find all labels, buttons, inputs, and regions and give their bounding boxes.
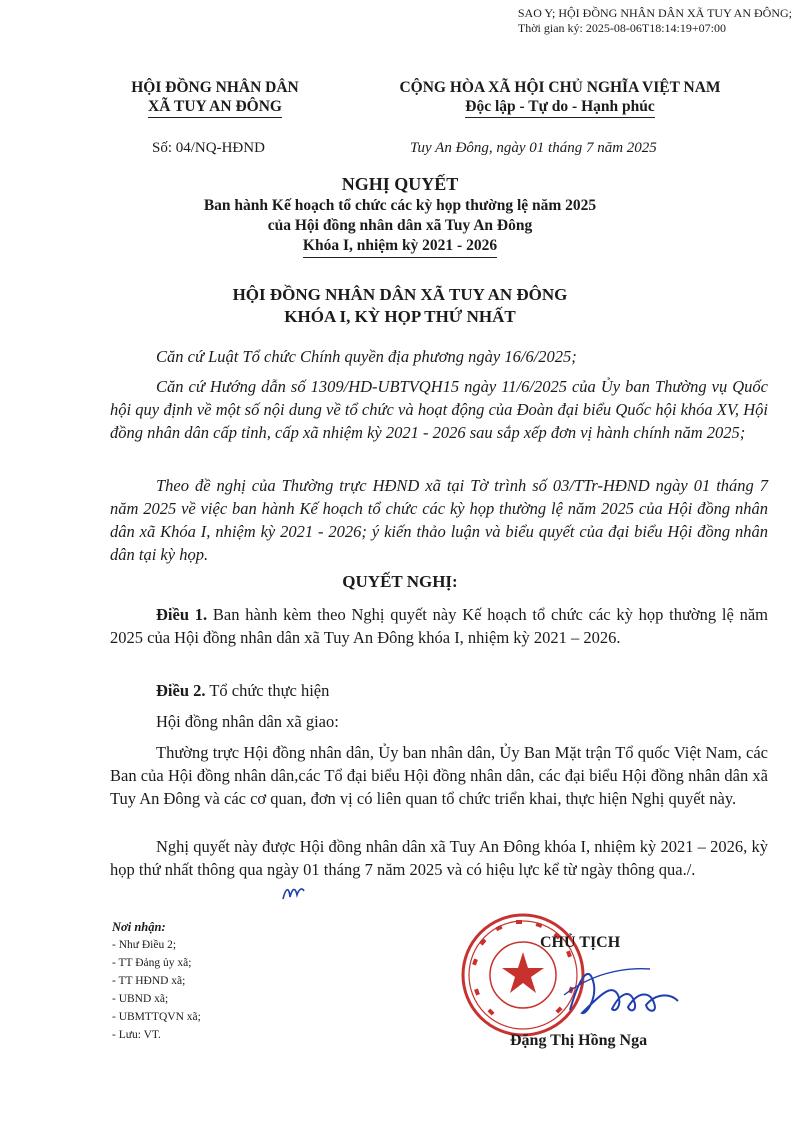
national-title: CỘNG HÒA XÃ HỘI CHỦ NGHĨA VIỆT NAM: [399, 79, 721, 96]
copy-signature-note: [518, 6, 792, 36]
document-title: [0, 172, 800, 258]
copy-note-line1: SAO Y; HỘI ĐỒNG NHÂN DÂN XÃ TUY AN ĐÔNG;: [517, 6, 792, 20]
recipient-item: - TT Đảng ủy xã;: [112, 957, 192, 969]
article-2-para3: Nghị quyết này được Hội đồng nhân dân xã Tuy An Đông khóa I, nhiệm kỳ 2021 – 2026, kỳ họp thứ nhất thông qua ngày 01 tháng 7 năm 2025 và có hiệu lực kể từ ngày thông qua./.: [110, 837, 768, 879]
recipient-item: - TT HĐND xã;: [112, 975, 186, 987]
agency-name-line1: HỘI ĐỒNG NHÂN DÂN: [131, 79, 299, 96]
initials-mark-icon: [280, 883, 306, 903]
agency-header: [110, 78, 320, 118]
signer-title: CHỦ TỊCH: [540, 934, 621, 951]
basis-2: Căn cứ Hướng dẫn số 1309/HD-UBTVQH15 ngày 11/6/2025 của Ủy ban Thường vụ Quốc hội quy định về một số nội dung về tổ chức và hoạt động của Đoàn đại biểu Quốc hội khóa XV, Hội đồng nhân dân cấp tỉnh, cấp xã nhiệm kỳ 2021 - 2026 sau sắp xếp đơn vị hành chính năm 2025;: [110, 377, 768, 442]
document-number: Số: 04/NQ-HĐND: [152, 140, 265, 156]
copy-note-line2: Thời gian ký: 2025-08-06T18:14:19+07:00: [517, 21, 726, 35]
issuer-block: [0, 284, 800, 328]
place-date: Tuy An Đông, ngày 01 tháng 7 năm 2025: [410, 140, 657, 156]
basis-1: Căn cứ Luật Tổ chức Chính quyền địa phương ngày 16/6/2025;: [156, 347, 577, 366]
national-header: [350, 78, 770, 118]
recipient-item: - Như Điều 2;: [112, 939, 177, 951]
subject-line1: Ban hành Kế hoạch tổ chức các kỳ họp thường lệ năm 2025: [203, 197, 597, 214]
recipient-item: - UBMTTQVN xã;: [112, 1011, 201, 1023]
issuer-line2: KHÓA I, KỲ HỌP THỨ NHẤT: [284, 307, 516, 326]
subject-line3: Khóa I, nhiệm kỳ 2021 - 2026: [303, 236, 497, 258]
decision-heading: QUYẾT NGHỊ:: [342, 572, 458, 591]
recipient-item: - Lưu: VT.: [112, 1029, 161, 1041]
document-type: NGHỊ QUYẾT: [341, 174, 459, 194]
article-1-label: Điều 1.: [156, 605, 208, 624]
agency-name-line2: XÃ TUY AN ĐÔNG: [148, 97, 282, 118]
signer-name: Đặng Thị Hồng Nga: [510, 1032, 648, 1049]
article-2-label: Điều 2.: [156, 681, 206, 700]
article-2-para2: Thường trực Hội đồng nhân dân, Ủy ban nhân dân, Ủy Ban Mặt trận Tổ quốc Việt Nam, các Ban của Hội đồng nhân dân,các Tổ đại biểu Hội đồng nhân dân, các đại biểu Hội đồng nhân dân xã Tuy An Đông và các cơ quan, đơn vị có liên quan tổ chức triển khai, thực hiện Nghị quyết này.: [110, 743, 768, 808]
recipients-block: [112, 918, 201, 1044]
article-2-para1: Hội đồng nhân dân xã giao:: [156, 712, 339, 731]
article-2-text: Tổ chức thực hiện: [205, 681, 330, 700]
article-1-text: Ban hành kèm theo Nghị quyết này Kế hoạch tổ chức các kỳ họp thường lệ năm 2025 của Hội đồng nhân dân xã Tuy An Đông khóa I, nhiệm kỳ 2021 – 2026.: [110, 605, 768, 647]
article-1: [110, 603, 768, 649]
recipients-heading: Nơi nhận:: [112, 920, 166, 934]
recipient-item: - UBND xã;: [112, 993, 169, 1005]
issuer-line1: HỘI ĐỒNG NHÂN DÂN XÃ TUY AN ĐÔNG: [232, 285, 568, 304]
subject-line2: của Hội đồng nhân dân xã Tuy An Đông: [267, 217, 533, 234]
article-2: [110, 679, 768, 702]
basis-3: Theo đề nghị của Thường trực HĐND xã tại Tờ trình số 03/TTr-HĐND ngày 01 tháng 7 năm 2025 về việc ban hành Kế hoạch tổ chức các kỳ họp thường lệ năm 2025 của Hội đồng nhân dân xã Khóa I, nhiệm kỳ 2021 - 2026; ý kiến thảo luận và biểu quyết của đại biểu Hội đồng nhân dân tại kỳ họp.: [110, 476, 768, 564]
national-motto: Độc lập - Tự do - Hạnh phúc: [465, 97, 654, 118]
handwritten-signature-icon: [560, 955, 700, 1030]
